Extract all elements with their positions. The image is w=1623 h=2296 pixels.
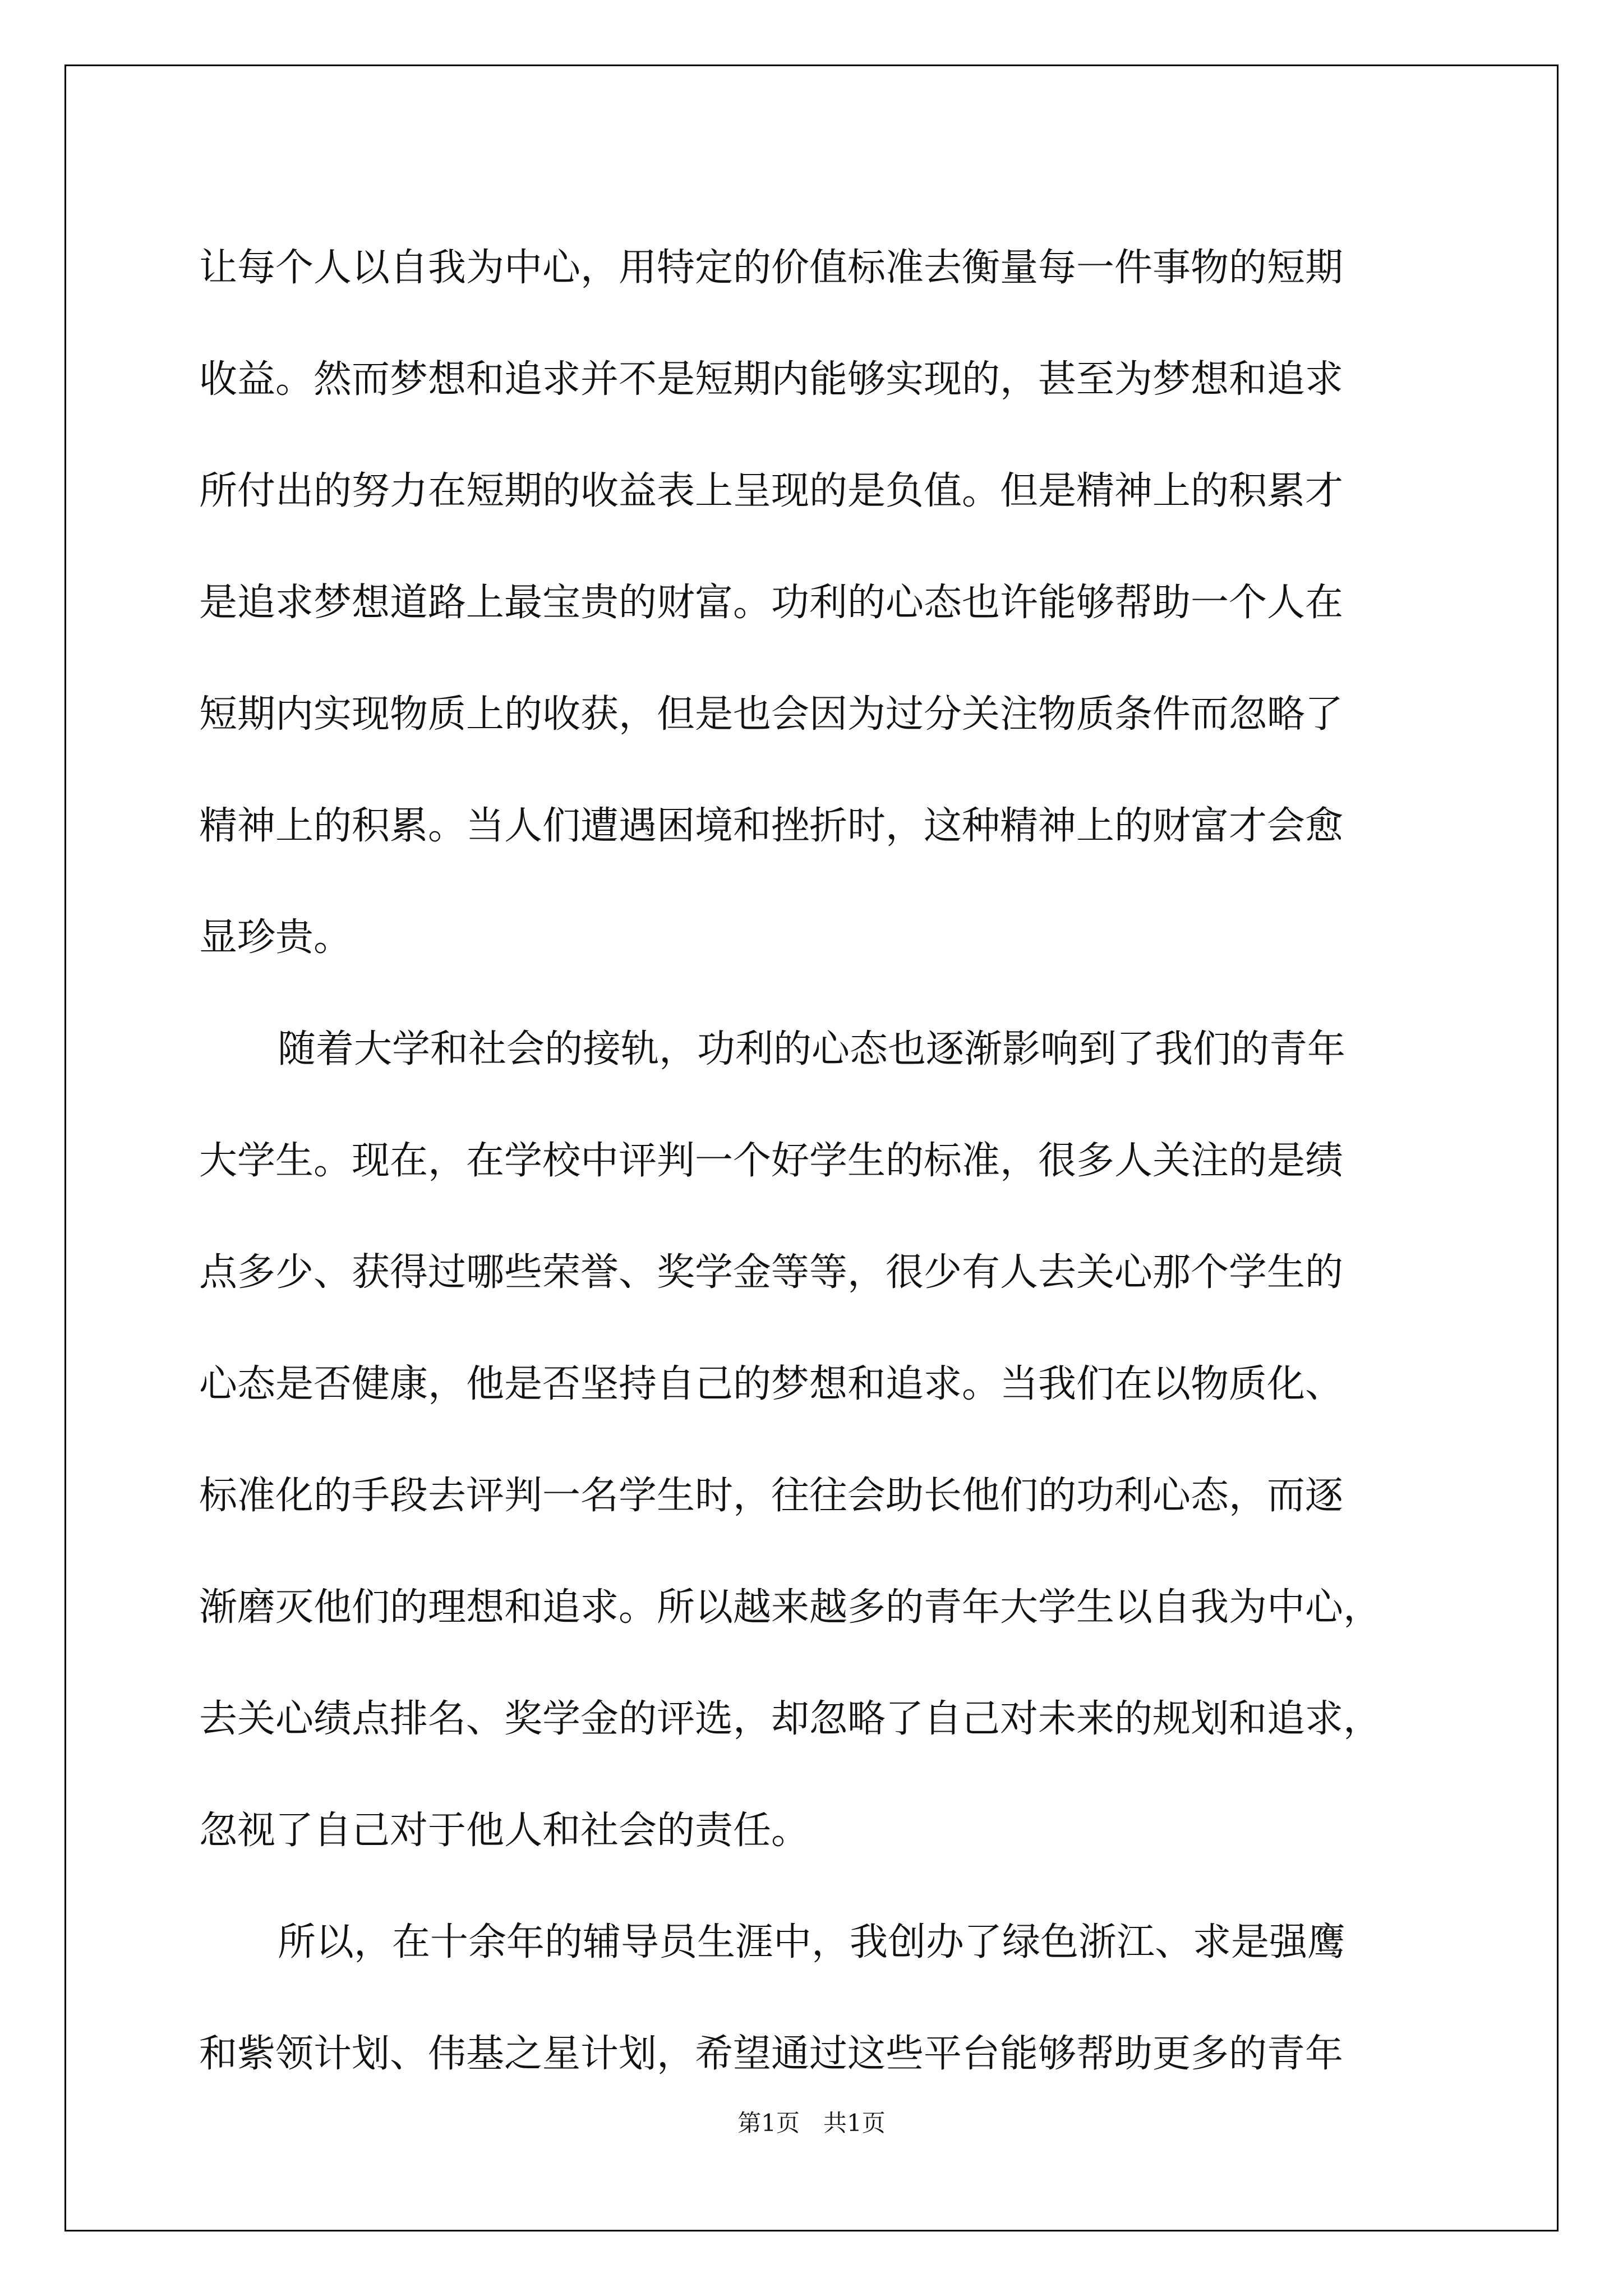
- text-line: 心态是否健康，他是否坚持自己的梦想和追求。当我们在以物质化、: [199, 1362, 1344, 1406]
- text-line: 是追求梦想道路上最宝贵的财富。功利的心态也许能够帮助一个人在: [199, 581, 1344, 625]
- text-line: 收益。然而梦想和追求并不是短期内能够实现的，甚至为梦想和追求: [199, 357, 1344, 402]
- text-line: 点多少、获得过哪些荣誉、奖学金等等，很少有人去关心那个学生的: [199, 1250, 1344, 1295]
- text-line: 去关心绩点排名、奖学金的评选，却忽略了自己对未来的规划和追求，: [199, 1697, 1382, 1741]
- text-line: 精神上的积累。当人们遭遇困境和挫折时，这种精神上的财富才会愈: [199, 804, 1344, 848]
- text-line: 让每个人以自我为中心，用特定的价值标准去衡量每一件事物的短期: [199, 246, 1344, 290]
- text-line: 和紫领计划、伟基之星计划，希望通过这些平台能够帮助更多的青年: [199, 2032, 1344, 2076]
- text-line: 大学生。现在，在学校中评判一个好学生的标准，很多人关注的是绩: [199, 1139, 1344, 1183]
- text-line: 所付出的努力在短期的收益表上呈现的是负值。但是精神上的积累才: [199, 469, 1344, 513]
- text-line: 短期内实现物质上的收获，但是也会因为过分关注物质条件而忽略了: [199, 692, 1344, 737]
- text-line: 显珍贵。: [199, 915, 352, 960]
- paragraph-start-line: 随着大学和社会的接轨，功利的心态也逐渐影响到了我们的青年: [278, 1027, 1346, 1071]
- text-line: 渐磨灭他们的理想和追求。所以越来越多的青年大学生以自我为中心，: [199, 1585, 1382, 1630]
- paragraph-start-line: 所以，在十余年的辅导员生涯中，我创办了绿色浙江、求是强鹰: [278, 1920, 1346, 1964]
- text-line: 忽视了自己对于他人和社会的责任。: [199, 1809, 810, 1853]
- text-line: 标准化的手段去评判一名学生时，往往会助长他们的功利心态，而逐: [199, 1474, 1344, 1518]
- page-number-footer: 第1页 共1页: [737, 2109, 886, 2137]
- document-body: [199, 212, 1438, 2110]
